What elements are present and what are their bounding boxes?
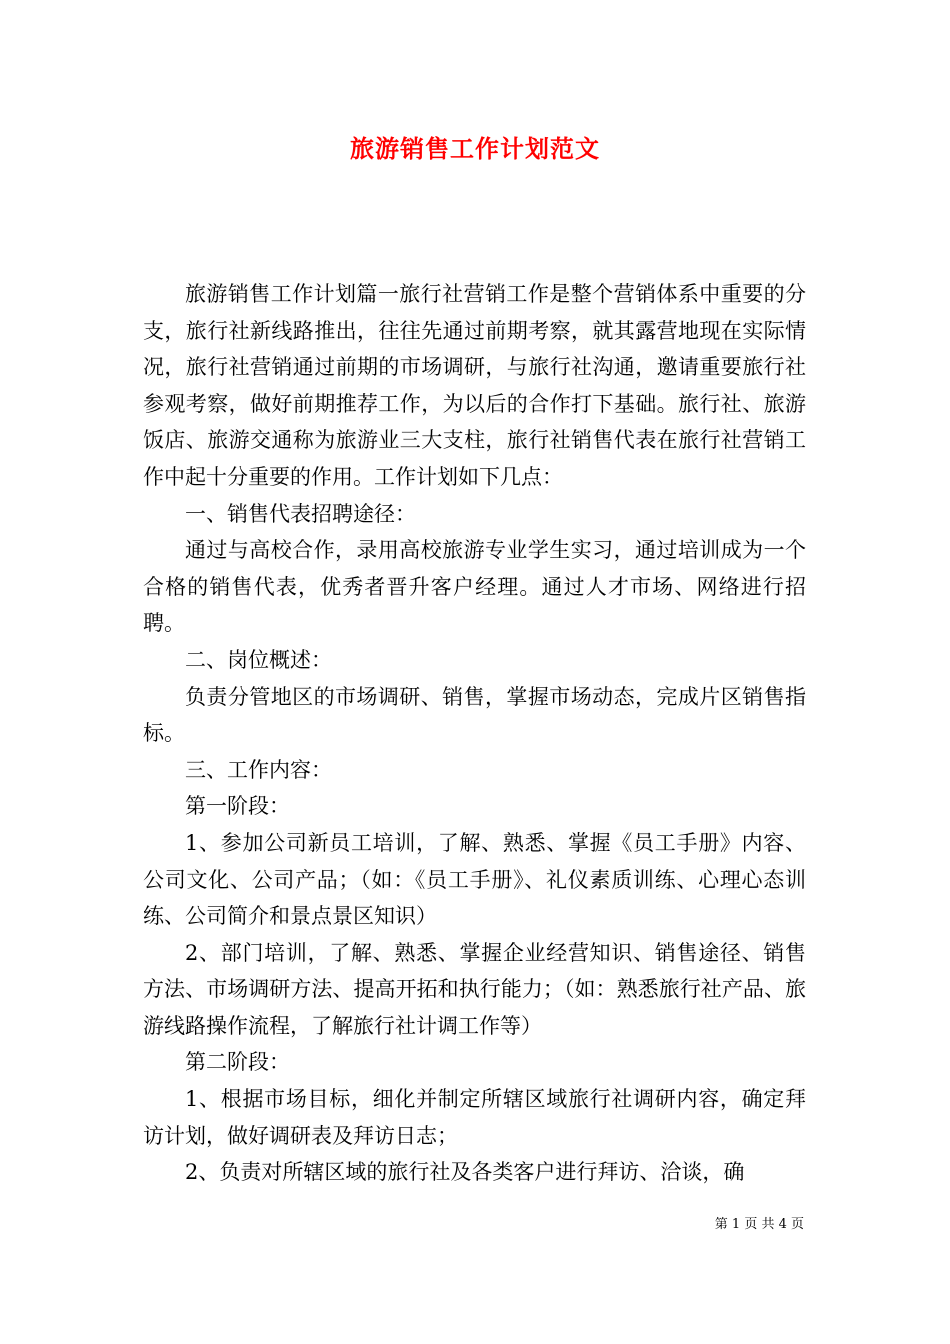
heading-stage-two: 第二阶段： [185, 1050, 290, 1075]
paragraph-position: 负责分管地区的市场调研、销售，掌握市场动态，完成片区销售指标。 [143, 684, 806, 746]
heading-position: 二、岗位概述： [185, 647, 332, 672]
heading-recruitment: 一、销售代表招聘途径： [185, 501, 416, 526]
document-body [143, 276, 806, 1191]
paragraph-intro: 旅游销售工作计划篇一旅行社营销工作是整个营销体系中重要的分支，旅行社新线路推出，往往先通过前期考察，就其露营地现在实际情况，旅行社营销通过前期的市场调研，与旅行社沟通，邀请重要旅行社参观考察，做好前期推荐工作，为以后的合作打下基础。旅行社、旅游饭店、旅游交通称为旅游业三大支柱，旅行社销售代表在旅行社营销工作中起十分重要的作用。工作计划如下几点： [143, 282, 806, 489]
list-item: 1、根据市场目标，细化并制定所辖区域旅行社调研内容，确定拜访计划，做好调研表及拜访日志； [143, 1087, 806, 1148]
paragraph-recruitment: 通过与高校合作，录用高校旅游专业学生实习，通过培训成为一个合格的销售代表，优秀者晋升客户经理。通过人才市场、网络进行招聘。 [143, 538, 806, 636]
document-title: 旅游销售工作计划范文 [350, 134, 600, 163]
heading-stage-one: 第一阶段： [185, 794, 290, 819]
heading-work-content: 三、工作内容： [185, 757, 332, 782]
list-item: 2、部门培训，了解、熟悉、掌握企业经营知识、销售途径、销售方法、市场调研方法、提高开拓和执行能力；（如：熟悉旅行社产品、旅游线路操作流程，了解旅行社计调工作等） [143, 940, 806, 1038]
page-number: 第 1 页 共 4 页 [714, 1217, 804, 1232]
list-item: 1、参加公司新员工培训，了解、熟悉、掌握《员工手册》内容、公司文化、公司产品；（如：《员工手册》、礼仪素质训练、心理心态训练、公司简介和景点景区知识） [143, 830, 806, 929]
list-item: 2、负责对所辖区域的旅行社及各类客户进行拜访、洽谈，确 [185, 1160, 745, 1185]
